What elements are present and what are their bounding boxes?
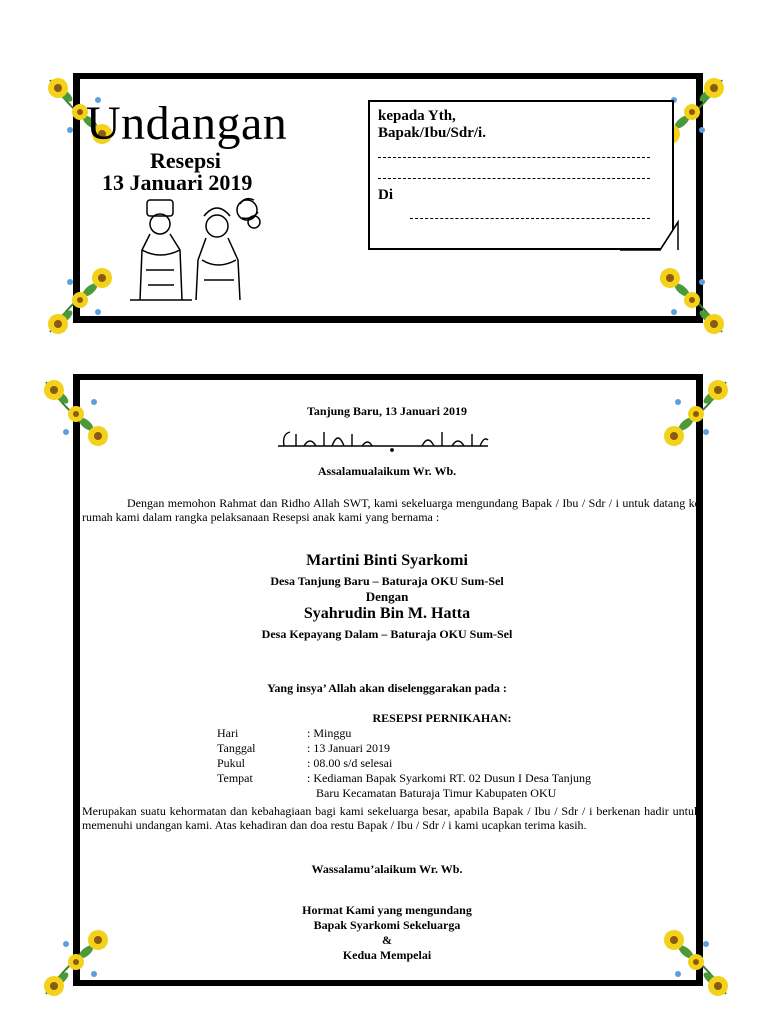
bismillah-calligraphy-icon <box>272 426 494 454</box>
groom-address: Desa Kepayang Dalam – Baturaja OKU Sum-Sel <box>261 627 513 641</box>
intro-paragraph: Dengan memohon Rahmat dan Ridho Allah SWT, kami sekeluarga mengundang Bapak / Ibu / Sdr / i untuk datang ke rumah kami dalam rangka pelaksanaan Resepsi anak kami yang bernama : <box>82 496 700 524</box>
couple-illustration-icon <box>122 190 272 310</box>
invitation-title: Undangan <box>86 97 288 150</box>
detail-value: : 08.00 s/d selesai <box>307 756 393 770</box>
address-salutation: Bapak/Ibu/Sdr/i. <box>378 125 486 141</box>
address-dotted-line <box>378 178 650 179</box>
bride-name: Martini Binti Syarkomi <box>306 552 468 569</box>
signature-line-2: Bapak Syarkomi Sekeluarga <box>313 918 461 932</box>
address-di-label: Di <box>378 187 393 203</box>
detail-label: Pukul <box>217 756 246 770</box>
flower-corner-icon <box>652 262 732 342</box>
address-recipient-label: kepada Yth, <box>378 108 456 124</box>
closing-paragraph: Merupakan suatu kehormatan dan kebahagiaan bagi kami sekeluarga besar, apabila Bapak / Ibu / Sdr / i berkenan hadir untuk memenuhi undangan kami. Atas kehadiran dan doa restu Bapak / Ibu / Sdr / i kami ucapkan terima kasih. <box>82 804 700 832</box>
invitation-subtitle: Resepsi <box>150 148 221 173</box>
detail-label: Tanggal <box>217 741 256 755</box>
held-on-text: Yang insya’ Allah akan diselenggarakan pada : <box>267 681 507 695</box>
event-title: RESEPSI PERNIKAHAN: <box>372 711 512 725</box>
invitation-date: 13 Januari 2019 <box>102 170 253 195</box>
groom-name: Syahrudin Bin M. Hatta <box>303 605 471 622</box>
detail-label: Tempat <box>217 771 253 785</box>
bride-address: Desa Tanjung Baru – Baturaja OKU Sum-Sel <box>270 574 504 588</box>
signature-line-3: & <box>382 933 392 947</box>
address-dotted-line <box>410 218 650 219</box>
detail-value: : Minggu <box>307 726 352 740</box>
address-dotted-line <box>378 157 650 158</box>
greeting: Assalamualaikum Wr. Wb. <box>317 464 457 478</box>
conjunction-dengan: Dengan <box>365 589 409 604</box>
page-curl-icon <box>620 218 680 258</box>
detail-value-continued: Baru Kecamatan Baturaja Timur Kabupaten OKU <box>316 786 557 800</box>
signature-line-1: Hormat Kami yang mengundang <box>302 903 472 917</box>
place-date: Tanjung Baru, 13 Januari 2019 <box>307 404 467 418</box>
farewell: Wassalamu’alaikum Wr. Wb. <box>311 862 463 876</box>
detail-value: : Kediaman Bapak Syarkomi RT. 02 Dusun I Desa Tanjung <box>307 771 591 785</box>
signature-line-4: Kedua Mempelai <box>342 948 432 962</box>
detail-label: Hari <box>217 726 239 740</box>
flower-corner-icon <box>40 262 120 342</box>
detail-value: : 13 Januari 2019 <box>307 741 390 755</box>
